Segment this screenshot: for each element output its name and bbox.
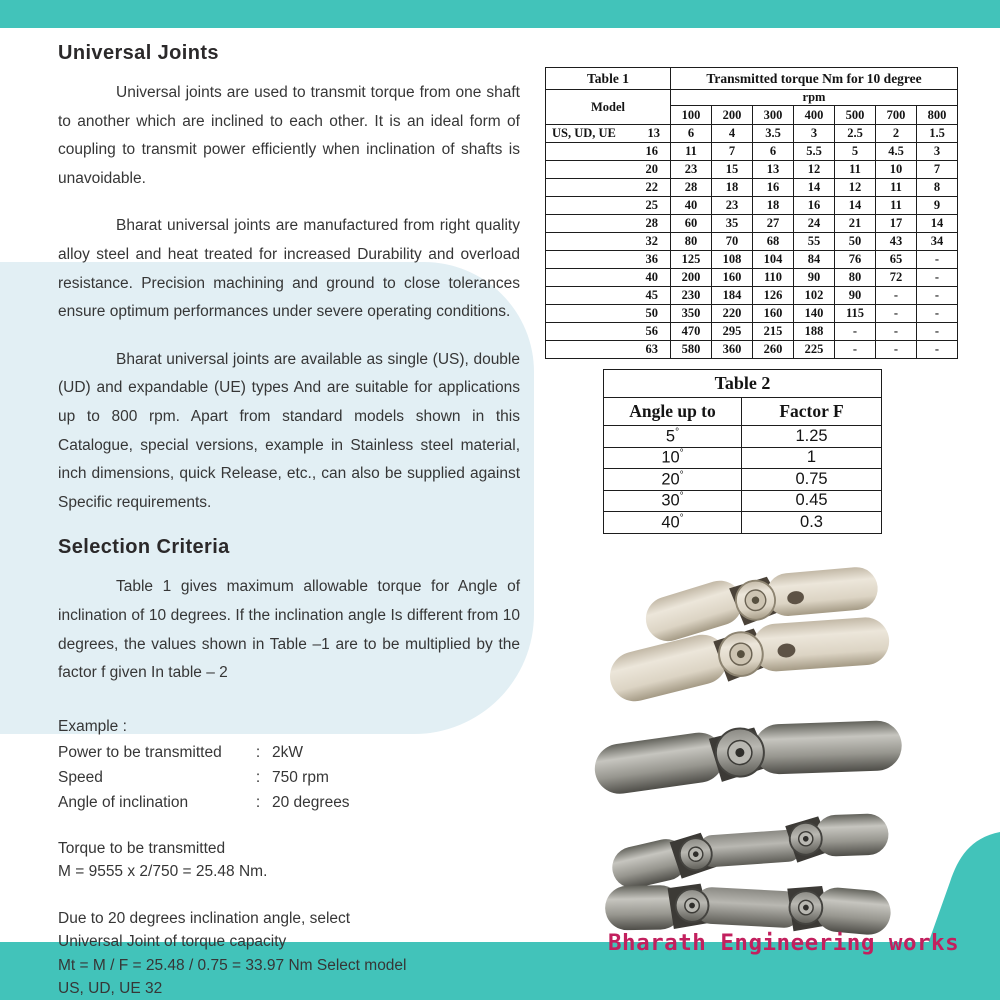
- table2-body: [604, 426, 882, 534]
- table1-value-cell: 470: [671, 323, 712, 341]
- table1-value-cell: 17: [876, 215, 917, 233]
- table1-value-cell: 3.5: [753, 125, 794, 143]
- table1-value-cell: 188: [794, 323, 835, 341]
- table1-value-cell: -: [876, 341, 917, 359]
- table1-value-cell: 80: [835, 269, 876, 287]
- table1-value-cell: 125: [671, 251, 712, 269]
- table1-value-cell: 55: [794, 233, 835, 251]
- example-row: [58, 740, 520, 765]
- table2-angle-value: 10: [661, 448, 680, 467]
- conclusion-line: Universal Joint of torque capacity: [58, 933, 287, 951]
- table1-model-cell: 22: [546, 179, 671, 197]
- table1-value-cell: 35: [712, 215, 753, 233]
- table1-model-cell: 36: [546, 251, 671, 269]
- table-2-factor: [603, 369, 882, 534]
- table1-value-cell: 225: [794, 341, 835, 359]
- table1-value-cell: 104: [753, 251, 794, 269]
- conclusion-block: [58, 907, 520, 1000]
- degree-symbol: °: [675, 426, 680, 438]
- table1-value-cell: 350: [671, 305, 712, 323]
- table1-value-cell: 60: [671, 215, 712, 233]
- table1-value-cell: 184: [712, 287, 753, 305]
- table1-value-cell: 8: [917, 179, 958, 197]
- example-label: Speed: [58, 768, 103, 786]
- paragraph-intro: Universal joints are used to transmit torque from one shaft to another which are inclined to each other. It is an ideal form of coupling to transmit power efficiently when inclination of shafts is unavoidable.: [58, 84, 520, 187]
- table1-row: [546, 197, 958, 215]
- table1-value-cell: 580: [671, 341, 712, 359]
- table1-value-cell: 13: [753, 161, 794, 179]
- table1-value-cell: 11: [876, 179, 917, 197]
- table2-factor-cell: 0.3: [742, 512, 882, 534]
- table1-value-cell: 40: [671, 197, 712, 215]
- table1-model-cell: 63: [546, 341, 671, 359]
- table1-value-cell: -: [917, 341, 958, 359]
- table2-angle-value: 40: [661, 513, 680, 531]
- table1-model-cell: 56: [546, 323, 671, 341]
- table1-rpm-col-header: 800: [917, 106, 958, 125]
- table1-value-cell: 65: [876, 251, 917, 269]
- table1-rpm-header: rpm: [671, 90, 958, 106]
- table1-rpm-col-header: 400: [794, 106, 835, 125]
- table1-value-cell: 68: [753, 233, 794, 251]
- table1-value-cell: 23: [712, 197, 753, 215]
- table2-row: [604, 426, 882, 448]
- table1-value-cell: 84: [794, 251, 835, 269]
- table1-row: [546, 305, 958, 323]
- example-label: Angle of inclination: [58, 793, 189, 811]
- table1-value-cell: -: [876, 323, 917, 341]
- table2-angle-cell: [604, 490, 742, 512]
- table1-caption: Transmitted torque Nm for 10 degree: [671, 68, 958, 90]
- conclusion-line: Mt = M / F = 25.48 / 0.75 = 33.97 Nm Select model: [58, 956, 407, 974]
- table1-value-cell: 4: [712, 125, 753, 143]
- table1-value-cell: 3: [794, 125, 835, 143]
- table2-angle-cell: [604, 512, 742, 534]
- table2-row: [604, 447, 882, 469]
- table1-value-cell: -: [835, 341, 876, 359]
- left-column: [58, 42, 520, 1000]
- table1-value-cell: 90: [794, 269, 835, 287]
- brand-footer-text: Bharath Engineering works: [608, 930, 960, 956]
- table2-row: [604, 469, 882, 491]
- table1-value-cell: 16: [753, 179, 794, 197]
- table1-row: [546, 269, 958, 287]
- example-colon: :: [255, 743, 261, 761]
- table2-angle-cell: [604, 447, 742, 469]
- table1-value-cell: 7: [917, 161, 958, 179]
- table1-rpm-col-header: 100: [671, 106, 712, 125]
- table1-value-cell: 12: [794, 161, 835, 179]
- table1-rpm-col-header: 700: [876, 106, 917, 125]
- table1-value-cell: 200: [671, 269, 712, 287]
- table1-model-prefix: US, UD, UE: [552, 126, 616, 140]
- table2-angle-cell: [604, 469, 742, 491]
- table1-value-cell: 76: [835, 251, 876, 269]
- table1-row: [546, 287, 958, 305]
- table1-value-cell: 27: [753, 215, 794, 233]
- conclusion-line: US, UD, UE 32: [58, 980, 163, 998]
- torque-block: [58, 837, 520, 883]
- table2-factor-cell: 1: [742, 447, 882, 469]
- table1-value-cell: 110: [753, 269, 794, 287]
- table1-row: [546, 323, 958, 341]
- table1-value-cell: 230: [671, 287, 712, 305]
- table1-value-cell: 4.5: [876, 143, 917, 161]
- table1-model-first: [546, 126, 670, 141]
- table1-value-cell: 28: [671, 179, 712, 197]
- table1-row: [546, 161, 958, 179]
- table1-value-cell: -: [917, 251, 958, 269]
- table1-value-cell: 23: [671, 161, 712, 179]
- table1-value-cell: 360: [712, 341, 753, 359]
- table2-angle-header: Angle up to: [604, 398, 742, 426]
- example-value: 750 rpm: [272, 768, 329, 786]
- table1-rpm-col-header: 500: [835, 106, 876, 125]
- table1-value-cell: 160: [712, 269, 753, 287]
- table1-row: [546, 143, 958, 161]
- table2-row: [604, 512, 882, 534]
- example-value: 20 degrees: [272, 793, 350, 811]
- torque-formula: M = 9555 x 2/750 = 25.48 Nm.: [58, 862, 268, 880]
- table1-value-cell: 70: [712, 233, 753, 251]
- table1-title: Table 1: [546, 68, 671, 90]
- table1-value-cell: 15: [712, 161, 753, 179]
- table1-value-cell: 2.5: [835, 125, 876, 143]
- table1-row: [546, 179, 958, 197]
- table1-model-cell: 50: [546, 305, 671, 323]
- table1-value-cell: 80: [671, 233, 712, 251]
- example-row: [58, 790, 520, 815]
- table1-value-cell: 1.5: [917, 125, 958, 143]
- table1-value-cell: -: [917, 323, 958, 341]
- torque-heading: Torque to be transmitted: [58, 839, 226, 857]
- table1-model-number: 13: [647, 126, 660, 140]
- table1-row: [546, 215, 958, 233]
- example-row: [58, 765, 520, 790]
- table2-angle-value: 20: [661, 470, 680, 488]
- table1-model-cell: 28: [546, 215, 671, 233]
- table1-value-cell: 108: [712, 251, 753, 269]
- table1-value-cell: 215: [753, 323, 794, 341]
- table1-model-cell: 45: [546, 287, 671, 305]
- table1-value-cell: 34: [917, 233, 958, 251]
- table1-value-cell: 6: [753, 143, 794, 161]
- table1-value-cell: 102: [794, 287, 835, 305]
- table1-value-cell: 10: [876, 161, 917, 179]
- example-colon: :: [255, 793, 261, 811]
- table1-value-cell: 6: [671, 125, 712, 143]
- table1-value-cell: 18: [753, 197, 794, 215]
- degree-symbol: °: [679, 469, 684, 481]
- table2-factor-header: Factor F: [742, 398, 882, 426]
- degree-symbol: °: [679, 512, 684, 524]
- table1-value-cell: 90: [835, 287, 876, 305]
- table1-value-cell: 24: [794, 215, 835, 233]
- table2-factor-cell: 1.25: [742, 426, 882, 448]
- example-title: Example :: [58, 717, 127, 735]
- table1-model-cell: 25: [546, 197, 671, 215]
- example-colon: :: [255, 768, 261, 786]
- table1-value-cell: 5.5: [794, 143, 835, 161]
- table1-value-cell: 21: [835, 215, 876, 233]
- table1-value-cell: 9: [917, 197, 958, 215]
- table1-value-cell: -: [917, 287, 958, 305]
- table1-value-cell: 160: [753, 305, 794, 323]
- degree-symbol: °: [679, 491, 684, 502]
- paragraph-selection: Table 1 gives maximum allowable torque for Angle of inclination of 10 degrees. If the inclination angle Is different from 10 degrees, the values shown in Table –1 are to be multiplied by the factor f given In table – 2: [58, 578, 520, 682]
- table1-row: [546, 233, 958, 251]
- heading-universal-joints: Universal Joints: [58, 42, 219, 64]
- table1-rpm-col-header: 200: [712, 106, 753, 125]
- paragraph-types: Bharat universal joints are available as single (US), double (UD) and expandable (UE) types And are suitable for applications up to 800 rpm. Apart from standard models shown in this Catalogue, special versions, example in Stainless steel material, inch dimensions, quick Release, etc., can also be supplied against Specific requirements.: [58, 350, 520, 511]
- table1-value-cell: 43: [876, 233, 917, 251]
- paragraph-manufacturing: Bharat universal joints are manufactured from right quality alloy steel and heat treated for increased Durability and overload resistance. Precision machining and ground to close tolerances ensure optimum performances under severe operating conditions.: [58, 217, 520, 321]
- table-1-transmitted-torque: [545, 67, 958, 359]
- table2-title: Table 2: [604, 370, 882, 398]
- table1-value-cell: 2: [876, 125, 917, 143]
- table1-model-cell: 16: [546, 143, 671, 161]
- top-teal-band: [0, 0, 1000, 28]
- table1-value-cell: 16: [794, 197, 835, 215]
- example-block: [58, 714, 520, 815]
- table1-model-cell: 40: [546, 269, 671, 287]
- table1-value-cell: 18: [712, 179, 753, 197]
- table1-row: [546, 341, 958, 359]
- table1-value-cell: 11: [835, 161, 876, 179]
- table1-model-cell: 32: [546, 233, 671, 251]
- example-value: 2kW: [272, 743, 303, 761]
- heading-selection-criteria: Selection Criteria: [58, 536, 230, 559]
- degree-symbol: °: [679, 448, 684, 459]
- table1-value-cell: 7: [712, 143, 753, 161]
- table1-value-cell: 140: [794, 305, 835, 323]
- table1-value-cell: 72: [876, 269, 917, 287]
- table1-value-cell: 115: [835, 305, 876, 323]
- table2-factor-cell: 0.75: [742, 469, 882, 491]
- table1-row: [546, 251, 958, 269]
- table1-model-header: Model: [546, 90, 671, 125]
- table1-value-cell: 14: [835, 197, 876, 215]
- table2-row: [604, 490, 882, 512]
- table1-value-cell: 14: [917, 215, 958, 233]
- table2-factor-cell: 0.45: [742, 490, 882, 512]
- table1-value-cell: 11: [876, 197, 917, 215]
- table1-model-cell: [546, 125, 671, 143]
- table1-value-cell: 14: [794, 179, 835, 197]
- table1-value-cell: 295: [712, 323, 753, 341]
- table2-angle-value: 30: [661, 491, 680, 510]
- table1-value-cell: 12: [835, 179, 876, 197]
- example-label: Power to be transmitted: [58, 743, 222, 761]
- table1-value-cell: -: [917, 305, 958, 323]
- table1-rpm-col-header: 300: [753, 106, 794, 125]
- example-rows: [58, 740, 520, 815]
- table1-value-cell: 5: [835, 143, 876, 161]
- table1-value-cell: -: [917, 269, 958, 287]
- table1-value-cell: 11: [671, 143, 712, 161]
- table1-value-cell: -: [835, 323, 876, 341]
- table1-value-cell: 220: [712, 305, 753, 323]
- table1-body: [546, 125, 958, 359]
- table1-value-cell: -: [876, 287, 917, 305]
- table2-angle-cell: [604, 426, 742, 448]
- table1-value-cell: 50: [835, 233, 876, 251]
- table1-value-cell: 260: [753, 341, 794, 359]
- table2-angle-value: 5: [665, 427, 676, 445]
- table1-row: [546, 125, 958, 143]
- table1-model-cell: 20: [546, 161, 671, 179]
- table1-value-cell: -: [876, 305, 917, 323]
- table1-value-cell: 3: [917, 143, 958, 161]
- conclusion-line: Due to 20 degrees inclination angle, select: [58, 909, 351, 927]
- table1-value-cell: 126: [753, 287, 794, 305]
